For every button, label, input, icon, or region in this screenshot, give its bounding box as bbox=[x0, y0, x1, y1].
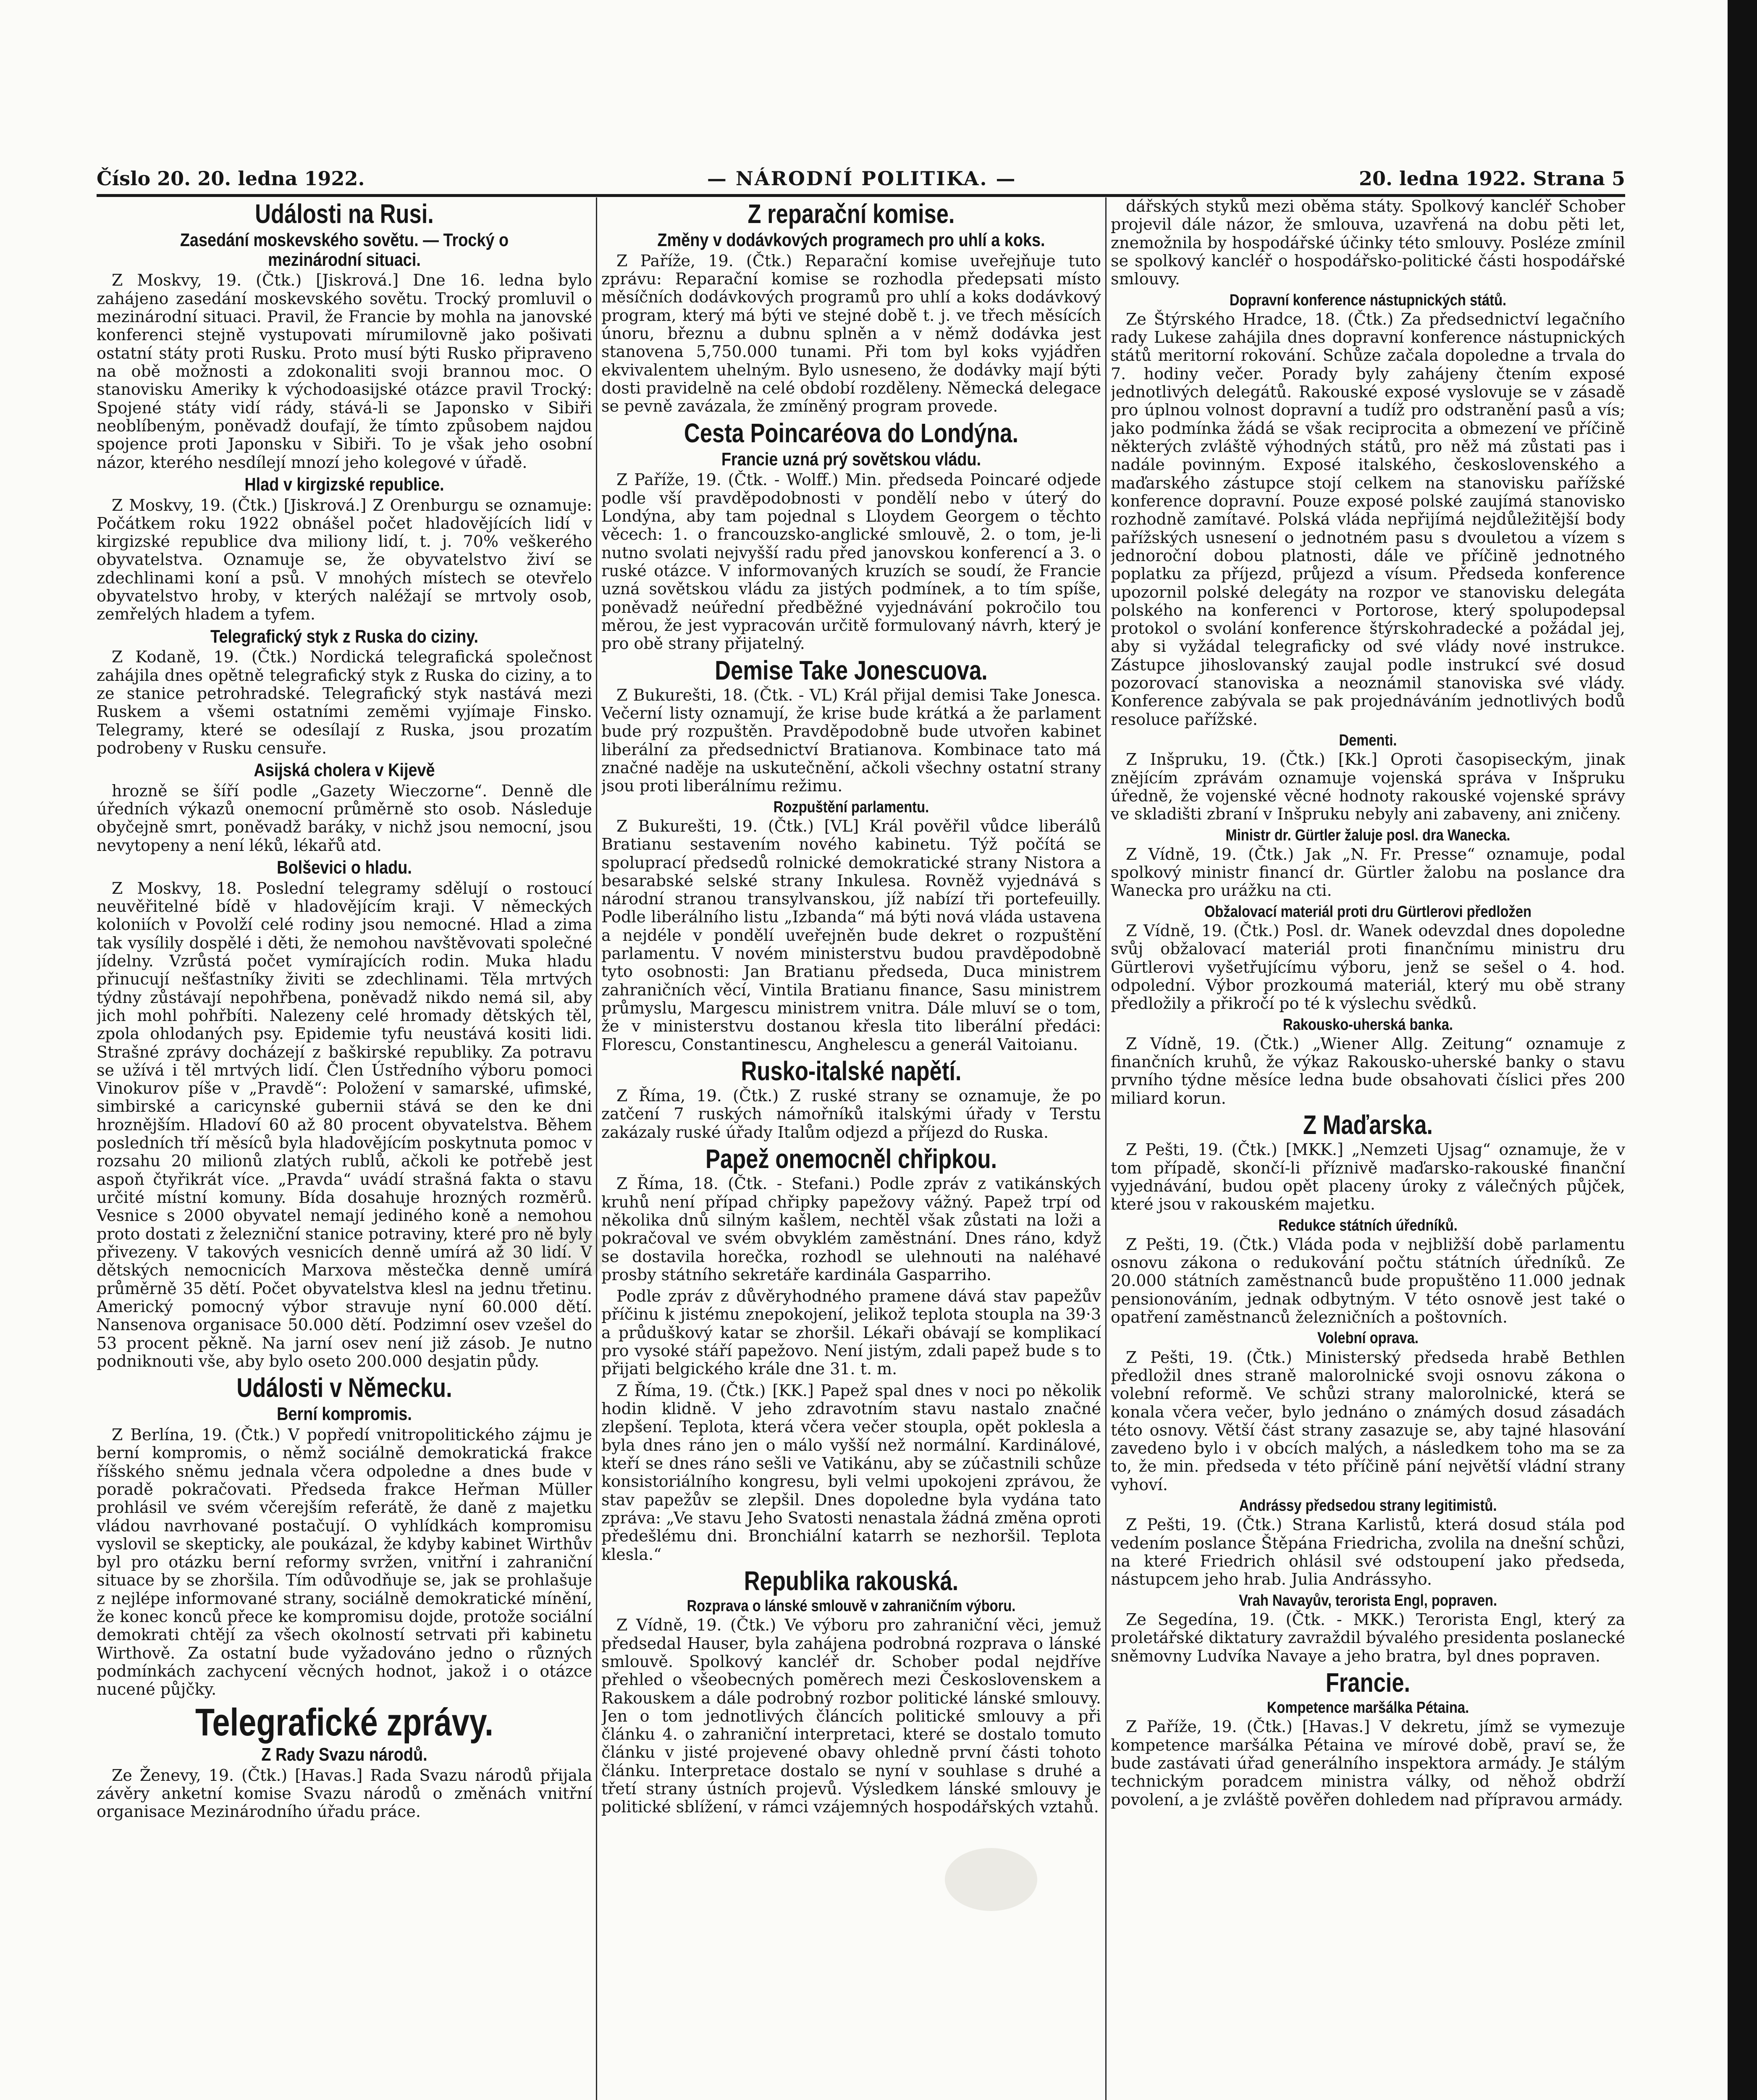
column-divider bbox=[1105, 197, 1107, 2100]
article-paragraph: Z Pešti, 19. (Čtk.) Ministerský předseda hrabě Bethlen předložil dnes straně malorolnické svoji osnovu zákona o volební reformě. Ve schůzi strany malorolnické, která se konala včera večer, bylo jednáno o známých dosud zásadách této osnovy. Větší část strany zasazuje se, aby tajné hlasování zavedeno bylo i v obcích malých, a následkem toho ma se za to, že min. předseda v této příčině pání největší vládní strany vyhoví. bbox=[1111, 1348, 1625, 1494]
article-paragraph: Ze Štýrského Hradce, 18. (Čtk.) Za předsednictví legačního rady Lukese zahájila dnes dopravní konference nástupnických států meritorní rokování. Schůze začala dopoledne a trvala do 7. hodiny večer. Porady byly zahájeny čtením exposé jednotlivých delegátů. Rakouské exposé vyslovuje se v zásadě pro úplnou volnost dopravní a tudíž pro odstranění pasů a vís; jako podmínka žádá se však reciprocita a obmezení ve příčině některých zvláště výhodných států, pro něž má zůstati pas i nadále povinným. Exposé italského, československého a maďarského zástupce stojí celkem na stanovisku pařížské konference dopravní. Pouze exposé polské zaujímá stanovisko rozhodně zamítavé. Polská vláda nepřijímá nejdůležitější body pařížských usnesení o jednotném pasu s dvouletou a vízem s jednoroční dobou platnosti, dále ve příčině jednotného poplatku za příjezd, průjezd a vísum. Předseda konference upozornil polské delegáty na rozpor ve stanovisku delegáta polského na konferenci v Portorose, který spolupodepsal protokol o svolání konference štýrskohradecké a požádal jej, aby si vyžádal telegraficky od své vlády nové instrukce. Zástupce jihoslovanský zaujal podle instrukcí své dosud pozorovací stanoviska a neoznámil stanoviska své vlády. Konference zabývala se pak projednáváním jednotlivých bodů resoluce pařížské. bbox=[1111, 310, 1625, 729]
article-headline: Demise Take Jonescuova. bbox=[715, 655, 988, 685]
article-subheadline: Rozpuštění parlamentu. bbox=[773, 798, 929, 816]
article-paragraph: Z Moskvy, 18. Poslední telegramy sdělují o rostoucí neuvěřitelné bídě v hladovějícím kraji. V německých koloniích v Povolží celé rodiny jsou nemocné. Hlad a zima tak vysílily dospělé i děti, že nemohou navštěvovati společné jídelny. Vzrůstá počet vymírajících rodin. Muka hladu přinucují nešťastníky živiti se zdechlinami. Těla mrtvých týdny zůstávají nepohřbena, poněvadž nikdo nemá sil, aby jich mohl pohřbíti. Nalezeny celé hromady dětských těl, zpola ohlodaných psy. Epidemie tyfu neustává kositi lidi. Strašné zprávy docházejí z baškirské republiky. Za potravu se užívá i těl mrtvých lidí. Člen Ústředního výboru pomoci Vinokurov píše v „Pravdě“: Položení v samarské, ufimské, simbirské a caricynské gubernii stává se den ke dni hroznějším. Hladoví 60 až 80 procent obyvatelstva. Během posledních tří měsíců byla hladovějícím poskytnuta pomoc v rozsahu 20 milionů zlatých rublů, ačkoli ke potřebě jest aspoň čtyřikrát více. „Pravda“ uvádí strašná fakta o stavu určité místní komuny. Bída dosahuje hrozných rozměrů. Vesnice s 2000 obyvatel nemají jediného koně a nemohou proto dostati z železniční stanice potraviny, které pro ně byly přivezeny. V takových vesnicích denně umírá až 30 lidí. V dětských nemocnicích Marxova městečka denně umírá průměrně 35 dětí. Počet obyvatelstva klesl na jednu třetinu. Americký pomocný výbor stravuje nyní 60.000 dětí. Nansenova organisace 50.000 dětí. Podzimní osev vzešel do 53 procent pěkně. Na jarní osev není již zásob. Je nutno podniknouti vše, aby bylo oseto 200.000 desjatin půdy. bbox=[97, 879, 592, 1370]
article-paragraph: Z Inšpruku, 19. (Čtk.) [Kk.] Oproti časopiseckým, jinak znějícím zprávám oznamuje vojenská správa v Inšpruku úředně, že vojenské věcné hodnoty rakouské vojenské správy ve skladišti zbraní v Inšpruku nebyly ani zabaveny, ani zničeny. bbox=[1111, 750, 1625, 824]
article-paragraph: Ze Ženevy, 19. (Čtk.) [Havas.] Rada Svazu národů přijala závěry anketní komise Svazu národů o změnách vnitřní organisace Mezinárodního úřadu práce. bbox=[97, 1766, 592, 1821]
article-paragraph: Z Pešti, 19. (Čtk.) [MKK.] „Nemzeti Ujsag“ oznamuje, že v tom případě, skončí-li příznivě maďarsko-rakouské finanční vyjednávání, budou opět placeny úroky z válečných půjček, které jsou v rakouském majetku. bbox=[1111, 1140, 1625, 1214]
column-middle bbox=[601, 197, 1101, 2100]
article-paragraph: Z Paříže, 19. (Čtk. - Wolff.) Min. předseda Poincaré odjede podle vší pravděpodobnosti v pondělí nebo v úterý do Londýna, aby tam pojednal s Lloydem Georgem o těchto věcech: 1. o francouzsko-anglické smlouvě, 2. o tom, je-li nutno svolati nejvyšší radu před janovskou konferencí a 3. o ruské otázce. V informovaných kruzích se soudí, že Francie uzná sovětskou vládu za jistých podmínek, a to tím spíše, poněvadž neúřední předběžné vyjednávání pokročilo tou měrou, že jest vypracován určitě formulovaný návrh, který je pro obě strany přijatelný. bbox=[601, 470, 1101, 653]
article-subheadline: Z Rady Svazu národů. bbox=[261, 1744, 427, 1765]
article-headline: Z Maďarska. bbox=[1303, 1110, 1433, 1140]
article-headline: Francie. bbox=[1325, 1667, 1411, 1698]
article-subheadline: Rakousko-uherská banka. bbox=[1282, 1016, 1453, 1034]
article-paragraph: Z Pešti, 19. (Čtk.) Strana Karlistů, která dosud stála pod vedením poslance Štěpána Friedricha, zvolila na dnešní schůzi, na které Friedrich ohlásil své odstoupení jako předseda, nástupcem jeho hrab. Julia Andrássyho. bbox=[1111, 1515, 1625, 1589]
article-subheadline: Změny v dodávkových programech pro uhlí a koks. bbox=[657, 230, 1045, 251]
date-page-number: 20. ledna 1922. Strana 5 bbox=[1358, 167, 1625, 190]
article-paragraph: Z Vídně, 19. (Čtk.) Ve výboru pro zahraniční věci, jemuž předsedal Hauser, byla zahájena podrobná rozprava o lánské smlouvě. Spolkový kancléř dr. Schober podal nejdříve přehled o všeobecných poměrech mezi Československem a Rakouskem a dále podrobný rozbor politické lánské smlouvy. Jen o tom jednotlivých článcích politické smlouvy a při článku 4. o zahraniční interpretaci, které se dostalo tomuto článku v jisté projevené obavy ohledně první části tohoto článku. Interpretace dostalo se nyní v souhlase s druhé a třetí strany ústních projevů. Výsledkem lánské smlouvy je politické sblížení, v rámci vzájemných hospodářských vztahů. bbox=[601, 1616, 1101, 1816]
article-subheadline: Berní kompromis. bbox=[277, 1404, 412, 1425]
article-paragraph: Podle zpráv z důvěryhodného pramene dává stav papežův příčinu k jistému znepokojení, jelikož teplota stoupla na 39·3 a průduškový katar se zhoršil. Lékaři obávají se komplikací pro vysoké stáří papežovo. Není jistým, zdali papež bude s to přijati belgického krále dne 31. t. m. bbox=[601, 1287, 1101, 1378]
issue-number-date: Číslo 20. 20. ledna 1922. bbox=[97, 167, 365, 190]
article-headline: Republika rakouská. bbox=[744, 1565, 959, 1596]
article-subheadline: Francie uzná prý sovětskou vládu. bbox=[721, 449, 981, 470]
article-paragraph: Z Vídně, 19. (Čtk.) Posl. dr. Wanek odevzdal dnes dopoledne svůj obžalovací materiál proti finančnímu ministru dru Gürtlerovi vyšetřujícímu výboru, jenž se sešel o 4. hod. odpolední. Výbor prozkoumá materiál, který mu obě strany předložily a přikročí po té k výslechu svědků. bbox=[1111, 921, 1625, 1013]
article-paragraph: Z Paříže, 19. (Čtk.) Reparační komise uveřejňuje tuto zprávu: Reparační komise se rozhodla předepsati místo měsíčních dodávkových programů pro uhlí a koks dodávkový program, který má býti ve stejné době t. j. ve třech měsících únoru, březnu a dubnu splněn a v němž dodávka jest stanovena 5,750.000 tunami. Při tom byl koks vyjádřen ekvivalentem uhelným. Bylo usneseno, že dodávky mají býti dosti pravidelně na celé období rozděleny. Německá delegace se pevně zavázala, že zmíněný program provede. bbox=[601, 251, 1101, 416]
page-header bbox=[97, 164, 1625, 193]
article-subheadline: Zasedání moskevského sovětu. — Trocký o mezinárodní situaci. bbox=[180, 230, 509, 270]
article-subheadline: Ministr dr. Gürtler žaluje posl. dra Wanecka. bbox=[1225, 826, 1510, 844]
article-subheadline: Obžalovací materiál proti dru Gürtlerovi předložen bbox=[1204, 903, 1532, 921]
article-headline: Z reparační komise. bbox=[747, 199, 955, 229]
article-paragraph: Z Vídně, 19. (Čtk.) Jak „N. Fr. Presse“ oznamuje, podal spolkový ministr financí dr. Gürtler žalobu na poslance dra Wanecka pro urážku na cti. bbox=[1111, 845, 1625, 900]
column-divider bbox=[596, 197, 597, 2100]
article-subheadline: Hlad v kirgizské republice. bbox=[244, 474, 444, 495]
article-headline: Papež onemocněl chřipkou. bbox=[705, 1144, 997, 1174]
article-headline: Rusko-italské napětí. bbox=[741, 1055, 962, 1086]
article-subheadline: Volební oprava. bbox=[1317, 1329, 1419, 1347]
article-subheadline: Rozprava o lánské smlouvě v zahraničním výboru. bbox=[687, 1597, 1016, 1615]
article-paragraph: hrozně se šíří podle „Gazety Wieczorne“. Denně dle úředních výkazů onemocní průměrně sto osob. Následuje obyčejně smrt, poněvadž baráky, v nichž jsou nemocní, jsou nevytopeny a není léků, lékařů atd. bbox=[97, 781, 592, 855]
article-subheadline: Vrah Navayův, terorista Engl, popraven. bbox=[1238, 1591, 1497, 1609]
article-paragraph: Z Bukurešti, 19. (Čtk.) [VL] Král pověřil vůdce liberálů Bratianu sestavením nového kabinetu. Týž počítá se spoluprací předsedů rolnické demokratické strany Nistora a besarabské selské strany Inkulesa. Rovněž vyjednává s národní stranou transylvanskou, jíž nabízí tři portefeuilly. Podle liberálního listu „Izbanda“ má býti nová vláda ustavena a nejdéle v pondělí uveřejněn bude dekret o rozpuštění parlamentu. V novém ministerstvu budou pravděpodobně tyto osobnosti: Jan Bratianu předseda, Duca ministrem zahraničních věcí, Vintila Bratianu finance, Sasu ministrem průmyslu, Margescu ministrem vnitra. Dále mluví se o tom, že v ministerstvu dostanou křesla tito liberální předáci: Florescu, Constantinescu, Anghelescu a generál Vaitoianu. bbox=[601, 816, 1101, 1054]
article-paragraph: Z Kodaně, 19. (Čtk.) Nordická telegrafická společnost zahájila dnes opětně telegrafický styk z Ruska do ciziny, a to ze stanice petrohradské. Telegrafický styk nastává mezi Ruskem a všemi ostatními zeměmi vyjímaje Finsko. Telegramy, které se odesílají z Ruska, jsou prozatím podrobeny v Rusku censuře. bbox=[97, 648, 592, 757]
article-paragraph: dářských styků mezi oběma státy. Spolkový kancléř Schober projevil dále názor, že smlouva, uzavřená na dobu pěti let, znemožnila by hospodářské účinky této smlouvy. Posléze zmínil se spolkový kancléř o hospodářsko-politické části hospodářské smlouvy. bbox=[1111, 197, 1625, 289]
article-paragraph: Z Berlína, 19. (Čtk.) V popředí vnitropolitického zájmu je berní kompromis, o němž sociálně demokratická frakce říšského sněmu jednala včera odpoledne a dnes bude v poradě pokračovati. Předseda frakce Heřman Müller prohlásil ve svém včerejším referátě, že daně z majetku vládou navrhované postačují. O vyhlídkách kompromisu vyslovil se skepticky, ale poukázal, že kdyby kabinet Wirthův byl pro otázku berní reformy svržen, vnitřní i zahraniční situace by se zhoršila. Tím odůvodňuje se, jak se prohlašuje z nejlépe informované strany, sociálně demokratické mínění, že konec konců přece ke kompromisu dojde, protože sociální demokrati chtějí za všech okolností setrvati při kabinetu Wirthově. Za ostatní bude vyžadováno jedno o různých podmínkách zachycení věcných hodnot, jakož i o otázce nucené půjčky. bbox=[97, 1425, 592, 1699]
article-paragraph: Z Bukurešti, 18. (Čtk. - VL) Král přijal demisi Take Jonesca. Večerní listy oznamují, že krise bude krátká a že parlament bude prý rozpuštěn. Pravděpodobně bude utvořen kabinet liberální za předsednictví Bratianova. Kombinace tato má značné naděje na uskutečnění, ačkoli všechny ostatní strany jsou proti liberálnímu režimu. bbox=[601, 685, 1101, 795]
article-paragraph: Ze Segedína, 19. (Čtk. - MKK.) Terorista Engl, který za proletářské diktatury zavraždil bývalého presidenta poslanecké sněmovny Ludvíka Navaye a jeho bratra, byl dnes popraven. bbox=[1111, 1610, 1625, 1665]
article-subheadline: Telegrafický styk z Ruska do ciziny. bbox=[210, 626, 478, 647]
article-paragraph: Z Pešti, 19. (Čtk.) Vláda poda v nejbližší době parlamentu osnovu zákona o redukování počtu státních úředníků. Ze 20.000 státních zaměstnanců bude propuštěno 11.000 jednak pensionováním, jednak odbytným. V této osnově jest také o opatření zaměstnanců železničních a poštovních. bbox=[1111, 1235, 1625, 1327]
column-left bbox=[97, 197, 592, 2100]
header-rule bbox=[97, 194, 1625, 197]
article-subheadline: Asijská cholera v Kijevě bbox=[254, 760, 435, 781]
article-headline: Cesta Poincaréova do Londýna. bbox=[684, 417, 1019, 448]
article-subheadline: Andrássy předsedou strany legitimistů. bbox=[1239, 1497, 1497, 1515]
article-headline: Události v Německu. bbox=[236, 1373, 452, 1403]
article-headline: Události na Rusi. bbox=[255, 199, 434, 229]
article-subheadline: Kompetence maršálka Pétaina. bbox=[1267, 1699, 1469, 1717]
article-paragraph: Z Vídně, 19. (Čtk.) „Wiener Allg. Zeitung“ oznamuje z finančních kruhů, že výkaz Rakousko-uherské banky o stavu prvního týdne měsíce ledna bude obsahovati číslici přes 200 miliard korun. bbox=[1111, 1034, 1625, 1108]
article-subheadline: Dopravní konference nástupnických států. bbox=[1229, 291, 1507, 309]
article-subheadline: Bolševici o hladu. bbox=[277, 857, 412, 878]
section-headline: Telegrafické zprávy. bbox=[195, 1701, 494, 1744]
newspaper-title: — NÁRODNÍ POLITIKA. — bbox=[707, 167, 1017, 190]
article-subheadline: Dementi. bbox=[1339, 732, 1397, 750]
article-paragraph: Z Moskvy, 19. (Čtk.) [Jiskrová.] Z Orenburgu se oznamuje: Počátkem roku 1922 obnášel počet hladovějících lidí v kirgizské republice dva miliony lidí, t. j. 70% veškerého obyvatelstva. Oznamuje se, že obyvatelstvo živí se zdechlinami koní a psů. V mnohých místech se otevřelo obyvatelstvo hroby, v kterých naléžají se mrtvoly osob, zemřelých hladem a tyfem. bbox=[97, 496, 592, 624]
article-paragraph: Z Říma, 19. (Čtk.) [KK.] Papež spal dnes v noci po několik hodin klidně. V jeho zdravotním stavu nastalo značné zlepšení. Teplota, která včera večer stoupla, opět poklesla a byla dnes ráno jen o málo vyšší než normální. Kardinálové, kteří se dnes ráno sešli ve Vatikánu, aby se zúčastnili schůze konsistoriálního kongresu, byli velmi upokojeni zprávou, že stav papežův se zlepšil. Dnes dopoledne byla vydána tato zpráva: „Ve stavu Jeho Svatosti nenastala žádná změna oproti předešlému dni. Bronchiální katarrh se nezhoršil. Teplota klesla.“ bbox=[601, 1381, 1101, 1564]
article-subheadline: Redukce státních úředníků. bbox=[1278, 1216, 1458, 1234]
article-paragraph: Z Moskvy, 19. (Čtk.) [Jiskrová.] Dne 16. ledna bylo zahájeno zasedání moskevského sovětu. Trocký promluvil o mezinárodní situaci. Pravil, že Francie by mohla na janovské konferenci stejně vystupovati mírumilovně jako pošivati ostatní státy proti Rusku. Proto musí býti Rusko připraveno na obě možnosti a zdokonaliti svoji brannou moc. O stanovisku Ameriky k východoasijské otázce pravil Trocký: Spojené státy vidí rády, stává-li se Japonsko v Sibiři neoblíbeným, poněvadž doufají, že tímto způsobem najdou spojence proti Japonsku v Sibiři. To je však jeho osobní názor, kterého nesdílejí mnozí jeho kolegové v úřadě. bbox=[97, 271, 592, 472]
column-right bbox=[1111, 197, 1625, 2100]
article-paragraph: Z Říma, 19. (Čtk.) Z ruské strany se oznamuje, že po zatčení 7 ruských námořníků italskými úřady v Terstu zakázaly ruské úřady Italům odjezd a příjezd do Ruska. bbox=[601, 1087, 1101, 1142]
scan-binding-edge bbox=[1728, 0, 1757, 2100]
article-paragraph: Z Říma, 18. (Čtk. - Stefani.) Podle zpráv z vatikánských kruhů není případ chřipky papežovy vážný. Papež trpí od několika dnů silným kašlem, nechtěl však zůstati na loži a pokračoval ve svém obvyklém zaměstnání. Dnes ráno, když se dostavila horečka, rozhodl se ulehnouti na naléhavé prosby státního sekretáře kardinála Gasparriho. bbox=[601, 1174, 1101, 1284]
article-paragraph: Z Paříže, 19. (Čtk.) [Havas.] V dekretu, jímž se vymezuje kompetence maršálka Pétaina ve mírové době, praví se, že bude zastávati úřad generálního inspektora armády. Je stálým technickým poradcem ministra války, od něhož obdrží povolení, a je zvláště pověřen dohledem nad přípravou armády. bbox=[1111, 1717, 1625, 1809]
